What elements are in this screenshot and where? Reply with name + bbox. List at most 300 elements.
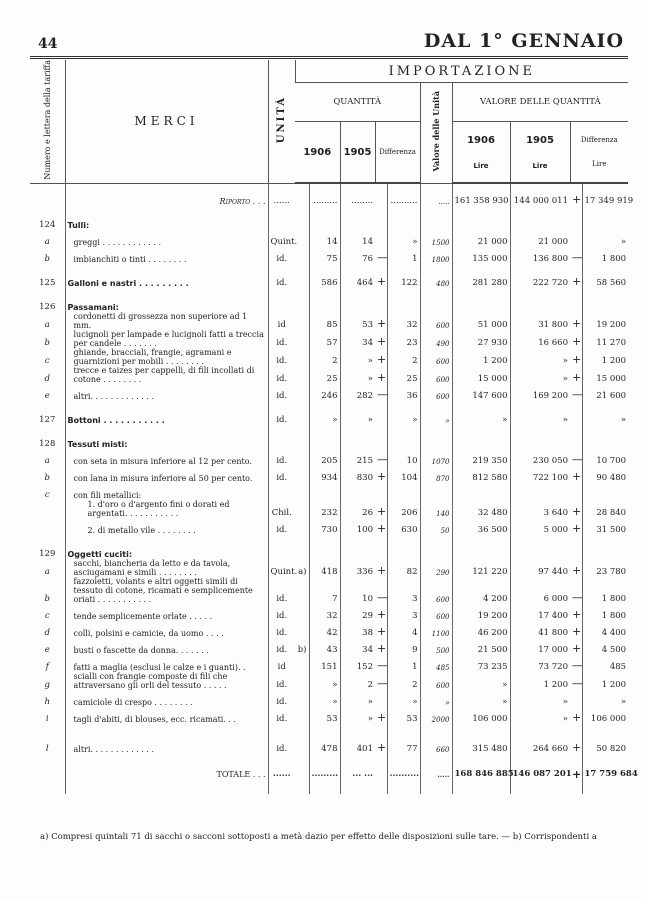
value-diff: » <box>582 230 628 247</box>
unit-value: 600 <box>420 384 452 401</box>
table-row <box>30 264 628 288</box>
value-1906: 32 480 <box>452 500 510 518</box>
qty-1905: 29 <box>340 604 375 621</box>
value-1905: 136 800 <box>510 247 570 264</box>
value-diff-sign: + <box>572 335 582 349</box>
value-1905: 73 720 <box>510 655 570 672</box>
value-diff-sign <box>570 206 582 230</box>
num-cell: b <box>44 594 50 605</box>
unit-value: 600 <box>420 604 452 621</box>
value-1905: 144 000 011 <box>510 183 570 206</box>
qty-diff: 3 <box>387 604 420 621</box>
value-diff-sign: + <box>572 275 582 289</box>
qty-diff: 122 <box>387 264 420 288</box>
unit-value <box>420 425 452 449</box>
qty-1905: » <box>340 707 375 724</box>
value-1905 <box>510 483 570 500</box>
unit-value: 600 <box>420 312 452 330</box>
value-1906 <box>452 535 510 559</box>
desc-cell: cordonetti di grossezza non superiore ad 1 mm. <box>65 312 268 330</box>
table-row <box>30 724 628 754</box>
table-row <box>30 577 628 604</box>
value-diff: 4 400 <box>582 621 628 638</box>
qty-diff-sign <box>375 754 387 794</box>
qty-1906: 586 <box>309 264 340 288</box>
unit-cell: id. <box>268 449 295 466</box>
note-cell <box>295 384 309 401</box>
table-row <box>30 401 628 425</box>
v1905-header: 1905 Lire <box>510 122 570 184</box>
unit-cell: id. <box>268 384 295 401</box>
desc-cell: Tulli: <box>65 206 268 230</box>
value-diff: 1 800 <box>582 604 628 621</box>
value-diff: 1 800 <box>582 247 628 264</box>
num-cell: b <box>44 254 50 265</box>
qty-diff: 2 <box>387 672 420 690</box>
qty-diff: 32 <box>387 312 420 330</box>
qty-1906: ......... <box>309 754 340 794</box>
table-row <box>30 183 628 206</box>
value-diff-sign: + <box>572 317 582 331</box>
unit-value <box>420 206 452 230</box>
qty-diff <box>387 535 420 559</box>
qty-diff-sign: + <box>377 522 387 536</box>
unit-cell: id. <box>268 247 295 264</box>
qty-diff: 36 <box>387 384 420 401</box>
value-1906: 106 000 <box>452 707 510 724</box>
desc-cell: fatti a maglia (esclusi le calze e i guanti). . <box>65 655 268 672</box>
value-diff <box>582 206 628 230</box>
num-cell: d <box>44 628 50 639</box>
value-diff: » <box>582 690 628 707</box>
num-cell: b <box>44 473 50 484</box>
valore-quantita-header: VALORE DELLE QUANTITÀ <box>452 83 628 122</box>
value-diff-sign <box>570 535 582 559</box>
value-diff-sign: — <box>572 677 583 691</box>
desc-cell: busti o fascette da donna. . . . . . . <box>65 638 268 655</box>
num-cell: c <box>44 490 50 501</box>
unit-value: 140 <box>420 500 452 518</box>
qty-diff-sign: + <box>377 642 387 656</box>
desc-cell: con fili metallici: <box>65 483 268 500</box>
value-diff-sign: + <box>572 470 582 484</box>
unit-value: 1070 <box>420 449 452 466</box>
unit-cell <box>268 535 295 559</box>
qty-1905 <box>340 288 375 312</box>
value-diff-sign: + <box>572 625 582 639</box>
unit-cell: id. <box>268 366 295 384</box>
value-1905: 21 000 <box>510 230 570 247</box>
qty-diff-sign: + <box>377 317 387 331</box>
q1906-header: 1906 <box>295 122 340 184</box>
unit-value: 1800 <box>420 247 452 264</box>
unit-cell: id. <box>268 466 295 483</box>
qty-diff-sign: — <box>377 591 388 605</box>
qty-1906: 2 <box>309 348 340 366</box>
qty-diff-sign: — <box>377 659 388 673</box>
qty-1906 <box>309 288 340 312</box>
value-diff: 19 200 <box>582 312 628 330</box>
unit-value: ..... <box>420 183 452 206</box>
note-cell <box>295 206 309 230</box>
qty-diff-sign: — <box>377 388 388 402</box>
qty-diff-sign <box>375 401 387 425</box>
header-rule <box>30 56 628 59</box>
qty-diff-sign <box>375 183 387 206</box>
col-merci-header: MERCI <box>65 60 268 183</box>
note-cell <box>295 312 309 330</box>
note-cell <box>295 366 309 384</box>
table-row <box>30 288 628 312</box>
qty-1906: 25 <box>309 366 340 384</box>
unit-value: » <box>420 690 452 707</box>
desc-cell: camiciole di crespo . . . . . . . . <box>65 690 268 707</box>
note-cell <box>295 401 309 425</box>
valore-unita-header: Valore delle Unità <box>420 83 452 184</box>
desc-cell: altri. . . . . . . . . . . . . <box>65 384 268 401</box>
unit-cell: id. <box>268 638 295 655</box>
unit-value: 500 <box>420 638 452 655</box>
note-cell <box>295 449 309 466</box>
desc-cell: lucignoli per lampade e lucignoli fatti a treccia per candele . . . . . . . <box>65 330 268 348</box>
unit-cell: id. <box>268 518 295 535</box>
unit-value: 660 <box>420 724 452 754</box>
desc-cell: ghiande, bracciali, frangie, agramani e guarnizioni per mobili . . . . . . . . <box>65 348 268 366</box>
qty-1906: 151 <box>309 655 340 672</box>
num-cell: l <box>45 744 49 755</box>
note-cell <box>295 500 309 518</box>
value-diff-sign: + <box>572 711 582 725</box>
qty-diff-sign: + <box>377 741 387 755</box>
unit-cell: id. <box>268 264 295 288</box>
unit-cell: id. <box>268 577 295 604</box>
unit-value <box>420 535 452 559</box>
qty-1905: 10 <box>340 577 375 604</box>
qty-diff-sign: — <box>377 677 388 691</box>
value-1906: 161 358 930 <box>452 183 510 206</box>
value-1905: 169 200 <box>510 384 570 401</box>
qty-1906: 85 <box>309 312 340 330</box>
qty-1906: 53 <box>309 707 340 724</box>
qty-1906: 934 <box>309 466 340 483</box>
table-row <box>30 330 628 348</box>
table-row <box>30 206 628 230</box>
value-1905: » <box>510 366 570 384</box>
unit-cell: id <box>268 655 295 672</box>
value-1905: 41 800 <box>510 621 570 638</box>
qty-1905 <box>340 206 375 230</box>
qty-diff-sign <box>375 483 387 500</box>
value-diff <box>582 288 628 312</box>
value-1906: 21 000 <box>452 230 510 247</box>
qty-diff-sign: — <box>377 251 388 265</box>
value-diff-sign: + <box>572 522 582 536</box>
value-1906: 73 235 <box>452 655 510 672</box>
qty-diff-sign <box>375 690 387 707</box>
qty-1905: ........ <box>340 183 375 206</box>
value-1906 <box>452 288 510 312</box>
qty-1905: 215 <box>340 449 375 466</box>
value-diff <box>582 535 628 559</box>
unit-value: 490 <box>420 330 452 348</box>
value-diff: 15 000 <box>582 366 628 384</box>
desc-cell: altri. . . . . . . . . . . . . <box>65 724 268 754</box>
value-diff: 11 270 <box>582 330 628 348</box>
num-cell: a <box>44 320 50 331</box>
value-diff: 58 560 <box>582 264 628 288</box>
desc-cell: con seta in misura inferiore al 12 per cento. <box>65 449 268 466</box>
qty-1905: 2 <box>340 672 375 690</box>
note-cell <box>295 754 309 794</box>
qty-1905: 38 <box>340 621 375 638</box>
num-cell <box>30 183 65 206</box>
value-1906: 15 000 <box>452 366 510 384</box>
qty-1906: » <box>309 672 340 690</box>
value-diff-sign <box>570 230 582 247</box>
qty-diff: .......... <box>387 183 420 206</box>
quantita-header: QUANTITÀ <box>295 83 420 122</box>
note-cell: a) <box>298 567 307 578</box>
value-diff-sign: — <box>572 591 583 605</box>
qty-diff: » <box>387 230 420 247</box>
qty-diff-sign <box>375 425 387 449</box>
desc-cell: greggi . . . . . . . . . . . . <box>65 230 268 247</box>
unit-value: 600 <box>420 348 452 366</box>
value-1906: 1 200 <box>452 348 510 366</box>
table-row <box>30 672 628 690</box>
qty-1905: 34 <box>340 330 375 348</box>
value-1906: 147 600 <box>452 384 510 401</box>
qty-1906: ......... <box>309 183 340 206</box>
value-1906: 27 930 <box>452 330 510 348</box>
qty-diff <box>387 483 420 500</box>
unit-value: 1500 <box>420 230 452 247</box>
qty-1906: 7 <box>309 577 340 604</box>
table-row <box>30 754 628 794</box>
value-1906: » <box>452 672 510 690</box>
value-1906: » <box>452 401 510 425</box>
num-cell: i <box>45 714 49 725</box>
unit-cell <box>268 206 295 230</box>
num-cell: 124 <box>39 220 56 231</box>
value-1905: » <box>510 690 570 707</box>
unit-cell <box>268 483 295 500</box>
note-cell <box>295 466 309 483</box>
value-diff: 1 200 <box>582 672 628 690</box>
qty-1905: 282 <box>340 384 375 401</box>
value-1906: 315 480 <box>452 724 510 754</box>
num-cell: h <box>44 697 50 708</box>
value-1906: 21 500 <box>452 638 510 655</box>
qty-1906 <box>309 535 340 559</box>
value-diff: 17 759 684 <box>582 754 628 794</box>
desc-cell: 2. di metallo vile . . . . . . . . <box>65 518 268 535</box>
value-1905 <box>510 535 570 559</box>
footnote: a) Compresi quintali 71 di sacchi o sacconi sottoposti a metà dazio per effetto delle disposizioni sulle tare. — b) Corrispondenti a <box>40 832 597 842</box>
num-cell: 127 <box>39 415 56 426</box>
qty-diff: 1 <box>387 655 420 672</box>
value-diff: 1 800 <box>582 577 628 604</box>
note-cell <box>295 672 309 690</box>
value-diff: 90 480 <box>582 466 628 483</box>
value-1905 <box>510 288 570 312</box>
qty-1905: ... ... <box>340 754 375 794</box>
qty-diff: 9 <box>387 638 420 655</box>
note-cell <box>295 707 309 724</box>
unit-cell: id. <box>268 724 295 754</box>
desc-cell: 1. d'oro o d'argento fini o dorati ed argentati. . . . . . . . . . . <box>65 500 268 518</box>
value-diff: 4 500 <box>582 638 628 655</box>
value-diff-sign: — <box>572 659 583 673</box>
qty-diff-sign: + <box>377 625 387 639</box>
value-1906: 168 846 885 <box>452 754 510 794</box>
value-diff-sign: + <box>572 767 582 781</box>
value-diff-sign: + <box>572 353 582 367</box>
desc-cell: Bottoni . . . . . . . . . . . <box>65 401 268 425</box>
qdiff-header: Differenza <box>375 122 420 184</box>
value-diff <box>582 425 628 449</box>
value-diff: 106 000 <box>582 707 628 724</box>
note-cell: b) <box>297 645 307 656</box>
qty-1905: 152 <box>340 655 375 672</box>
unit-value: 480 <box>420 264 452 288</box>
desc-cell: trecce e taizes per cappelli, di fili incollati di cotone . . . . . . . . <box>65 366 268 384</box>
unit-cell: id. <box>268 621 295 638</box>
num-cell: 126 <box>39 302 56 313</box>
desc-cell: Galloni e nastri . . . . . . . . . <box>65 264 268 288</box>
unit-cell: id <box>268 312 295 330</box>
qty-1906: 232 <box>309 500 340 518</box>
num-cell: 125 <box>39 278 56 289</box>
value-diff: 485 <box>582 655 628 672</box>
qty-1905 <box>340 535 375 559</box>
table-row <box>30 483 628 500</box>
unit-cell: id. <box>268 348 295 366</box>
v1906-header: 1906 Lire <box>452 122 510 184</box>
note-cell <box>295 264 309 288</box>
num-cell: a <box>44 237 50 248</box>
value-1905 <box>510 425 570 449</box>
value-1905: 222 720 <box>510 264 570 288</box>
qty-diff-sign: + <box>377 505 387 519</box>
qty-diff: » <box>387 690 420 707</box>
value-1905: 722 100 <box>510 466 570 483</box>
qty-1906: 246 <box>309 384 340 401</box>
value-diff-sign: + <box>572 193 582 207</box>
num-cell: b <box>44 338 50 349</box>
qty-diff-sign: — <box>377 453 388 467</box>
num-cell: d <box>44 374 50 385</box>
q1905-header: 1905 <box>340 122 375 184</box>
desc-cell: Passamani: <box>65 288 268 312</box>
table-row <box>30 230 628 247</box>
num-cell: a <box>44 567 50 578</box>
unit-value: » <box>420 401 452 425</box>
table-row <box>30 518 628 535</box>
qty-diff: 630 <box>387 518 420 535</box>
qty-1906: » <box>309 690 340 707</box>
note-cell <box>295 425 309 449</box>
qty-1905: 830 <box>340 466 375 483</box>
qty-1905: 76 <box>340 247 375 264</box>
qty-diff-sign <box>375 206 387 230</box>
page-number: 44 <box>38 36 58 52</box>
qty-diff <box>387 425 420 449</box>
qty-diff: 77 <box>387 724 420 754</box>
qty-1905: 100 <box>340 518 375 535</box>
value-1906 <box>452 206 510 230</box>
unit-cell <box>268 425 295 449</box>
qty-1906: 32 <box>309 604 340 621</box>
unit-cell: id. <box>268 672 295 690</box>
qty-1906: 730 <box>309 518 340 535</box>
table-row <box>30 621 628 638</box>
unit-cell: id. <box>268 707 295 724</box>
value-1906: 46 200 <box>452 621 510 638</box>
table-row <box>30 466 628 483</box>
value-1906: 135 000 <box>452 247 510 264</box>
qty-diff <box>387 206 420 230</box>
col-num-header: Numero e lettera della tariffa <box>30 60 65 183</box>
value-diff-sign <box>570 690 582 707</box>
qty-diff-sign <box>375 230 387 247</box>
note-cell <box>295 577 309 604</box>
desc-cell: colli, polsini e camicie, da uomo . . . . <box>65 621 268 638</box>
value-1905: 17 400 <box>510 604 570 621</box>
table-row <box>30 638 628 655</box>
table-row <box>30 247 628 264</box>
value-diff: 28 840 <box>582 500 628 518</box>
qty-diff-sign: + <box>377 335 387 349</box>
table-row <box>30 348 628 366</box>
value-1905: 6 000 <box>510 577 570 604</box>
qty-1906: 418 <box>309 559 340 577</box>
value-1906 <box>452 425 510 449</box>
unit-cell <box>268 288 295 312</box>
qty-1906: » <box>309 401 340 425</box>
value-diff: 31 500 <box>582 518 628 535</box>
unit-cell: ...... <box>268 183 295 206</box>
qty-1905: 34 <box>340 638 375 655</box>
table-row <box>30 500 628 518</box>
value-diff <box>582 483 628 500</box>
qty-1905: » <box>340 366 375 384</box>
note-cell <box>295 604 309 621</box>
desc-cell: Oggetti cuciti: <box>65 535 268 559</box>
value-1906: 4 200 <box>452 577 510 604</box>
table-row <box>30 312 628 330</box>
value-1905: 97 440 <box>510 559 570 577</box>
value-diff: 21 600 <box>582 384 628 401</box>
value-1906: 281 280 <box>452 264 510 288</box>
qty-1906: 478 <box>309 724 340 754</box>
value-1906: 51 000 <box>452 312 510 330</box>
value-1905: 16 660 <box>510 330 570 348</box>
value-diff-sign <box>570 483 582 500</box>
qty-diff: 4 <box>387 621 420 638</box>
value-1906: » <box>452 690 510 707</box>
desc-cell: tagli d'abiti, di blouses, ecc. ricamati. . . <box>65 707 268 724</box>
value-1905: 1 200 <box>510 672 570 690</box>
qty-diff: 1 <box>387 247 420 264</box>
table-body <box>30 183 638 794</box>
value-1905: 31 800 <box>510 312 570 330</box>
unit-cell: id. <box>268 330 295 348</box>
unit-value: 870 <box>420 466 452 483</box>
value-1905: 3 640 <box>510 500 570 518</box>
qty-diff: 2 <box>387 348 420 366</box>
unit-value: ..... <box>420 754 452 794</box>
